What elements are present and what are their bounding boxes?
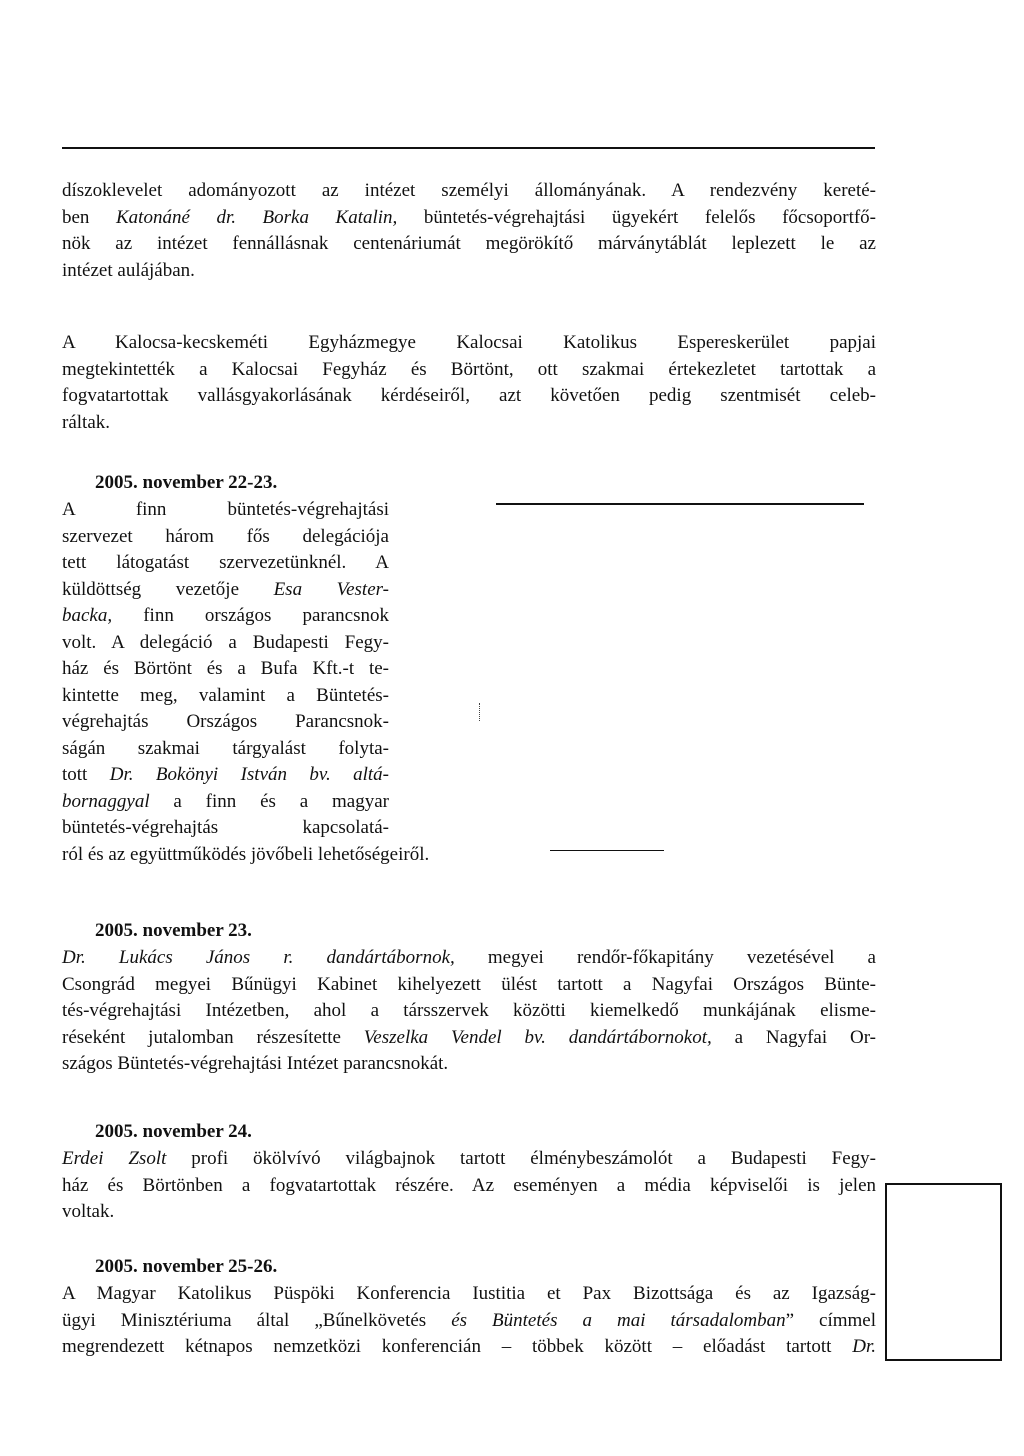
text-line bbox=[62, 231, 876, 258]
italic-name: Dr. Lukács János r. dandártábornok, bbox=[62, 947, 455, 968]
text-line bbox=[62, 524, 389, 551]
text-run: ráltak. bbox=[62, 411, 111, 433]
text-run: ház és Börtönben a fogvatartottak részére. Az eseményen a média képviselői is jelen bbox=[62, 1174, 876, 1196]
text-run: ügyi Minisztériuma által „Bűnelkövetés bbox=[62, 1309, 452, 1331]
text-line bbox=[62, 410, 876, 437]
text-run: tott bbox=[62, 764, 110, 785]
text-line bbox=[62, 497, 389, 524]
conference-paragraph bbox=[62, 1281, 876, 1361]
text-run: szervezet három fős delegációja bbox=[62, 525, 389, 547]
heading-nov-25-26: 2005. november 25-26. bbox=[95, 1256, 278, 1277]
text-line bbox=[62, 789, 389, 816]
text-line bbox=[62, 762, 389, 789]
intro-paragraph bbox=[62, 178, 876, 284]
text-run: kintette meg, valamint a Büntetés- bbox=[62, 684, 389, 706]
bishops-visit-paragraph bbox=[62, 330, 876, 436]
top-rule bbox=[62, 147, 875, 149]
text-run: tett látogatást szervezetünknél. A bbox=[62, 552, 389, 573]
text-line bbox=[62, 1146, 876, 1173]
text-run: a finn és a magyar bbox=[149, 790, 389, 812]
text-run: nök az intézet fennállásnak centenáriumát megörökítő márványtáblát leplezett le az bbox=[62, 233, 876, 254]
text-line bbox=[62, 1308, 876, 1335]
finnish-delegation-paragraph bbox=[62, 497, 430, 868]
text-line bbox=[62, 630, 389, 657]
heading-nov-24: 2005. november 24. bbox=[95, 1121, 252, 1142]
text-line bbox=[62, 972, 876, 999]
text-run: ról és az együttműködés jövőbeli lehetőségeiről. bbox=[62, 843, 430, 865]
text-line bbox=[62, 550, 389, 577]
text-run: voltak. bbox=[62, 1201, 115, 1222]
text-line bbox=[62, 945, 876, 972]
text-line bbox=[62, 205, 876, 232]
text-run: megyei rendőr-főkapitány vezetésével a bbox=[454, 947, 876, 968]
text-run: réseként jutalomban részesítette bbox=[62, 1026, 364, 1048]
heading-nov-22-23: 2005. november 22-23. bbox=[95, 472, 278, 493]
text-run: finn országos parancsnok bbox=[112, 605, 389, 626]
text-run: megtekintették a Kalocsai Fegyház és Börtönt, ott szakmai értekezletet tartottak a bbox=[62, 358, 876, 380]
text-run: tés-végrehajtási Intézetben, ahol a társszervek közötti kiemelkedő munkájának elisme- bbox=[62, 1000, 876, 1021]
text-run: ház és Börtönt és a Bufa Kft.-t te- bbox=[62, 658, 389, 679]
text-run: A Magyar Katolikus Püspöki Konferencia Iustitia et Pax Bizottsága és az Igazság- bbox=[62, 1283, 876, 1304]
italic-name: és Büntetés a mai társadalomban bbox=[451, 1309, 786, 1331]
text-run: profi ökölvívó világbajnok tartott élménybeszámolót a Budapesti Fegy- bbox=[166, 1148, 876, 1169]
text-line bbox=[62, 815, 389, 842]
text-run: volt. A delegáció a Budapesti Fegy- bbox=[62, 631, 389, 653]
text-run: díszoklevelet adományozott az intézet személyi állományának. A rendezvény kereté- bbox=[62, 180, 876, 201]
italic-name: Katonáné dr. Borka Katalin, bbox=[116, 206, 398, 228]
text-run: büntetés-végrehajtás kapcsolatá- bbox=[62, 817, 389, 838]
italic-name: backa, bbox=[62, 605, 113, 626]
text-run: A Kalocsa-kecskeméti Egyházmegye Kalocsai Katolikus Espereskerület papjai bbox=[62, 332, 876, 353]
italic-name: Dr. bbox=[852, 1336, 876, 1357]
text-line bbox=[62, 1334, 876, 1361]
text-line bbox=[62, 842, 430, 869]
text-line bbox=[62, 1025, 876, 1052]
text-run: ” címmel bbox=[785, 1309, 877, 1331]
side-frame-box bbox=[885, 1183, 1002, 1361]
text-line bbox=[62, 258, 876, 285]
text-run: büntetés-végrehajtási ügyekért felelős főcsoportfő- bbox=[397, 206, 876, 228]
photo-edge-mark bbox=[479, 703, 481, 721]
text-line bbox=[62, 1199, 876, 1226]
boxer-talk-paragraph bbox=[62, 1146, 876, 1226]
text-line bbox=[62, 998, 876, 1025]
italic-name: Dr. Bokönyi István bv. altá- bbox=[109, 764, 389, 785]
text-run: intézet aulájában. bbox=[62, 259, 195, 281]
text-line bbox=[62, 1051, 876, 1078]
text-line bbox=[62, 709, 389, 736]
heading-nov-23: 2005. november 23. bbox=[95, 920, 252, 941]
text-line bbox=[62, 1173, 876, 1200]
italic-name: Veszelka Vendel bv. dandártábornokot, bbox=[363, 1026, 712, 1048]
text-run: ben bbox=[62, 206, 116, 228]
text-run: ságán szakmai tárgyalást folyta- bbox=[62, 737, 389, 759]
text-line bbox=[62, 330, 876, 357]
text-line bbox=[62, 603, 389, 630]
photo-top-rule bbox=[496, 503, 864, 505]
text-run: szágos Büntetés-végrehajtási Intézet parancsnokát. bbox=[62, 1053, 449, 1074]
text-run: A finn büntetés-végrehajtási bbox=[62, 499, 389, 520]
text-run: megrendezett kétnapos nemzetközi konferencián – többek között – előadást tartott bbox=[62, 1336, 853, 1357]
text-run: végrehajtás Országos Parancsnok- bbox=[62, 711, 389, 732]
text-run: küldöttség vezetője bbox=[62, 578, 274, 600]
text-line bbox=[62, 178, 876, 205]
text-line bbox=[62, 357, 876, 384]
text-line bbox=[62, 577, 389, 604]
italic-name: bornaggyal bbox=[62, 790, 150, 812]
text-line bbox=[62, 1281, 876, 1308]
text-line bbox=[62, 656, 389, 683]
italic-name: Esa Vester- bbox=[273, 578, 389, 600]
italic-name: Erdei Zsolt bbox=[62, 1148, 167, 1169]
csongrad-cabinet-paragraph bbox=[62, 945, 876, 1078]
text-run: Csongrád megyei Bűnügyi Kabinet kihelyezett ülést tartott a Nagyfai Országos Bünte- bbox=[62, 973, 876, 995]
text-line bbox=[62, 683, 389, 710]
photo-bottom-rule bbox=[550, 850, 664, 851]
text-run: fogvatartottak vallásgyakorlásának kérdéseiről, azt követően pedig szentmisét celeb- bbox=[62, 385, 876, 406]
text-line bbox=[62, 383, 876, 410]
text-run: a Nagyfai Or- bbox=[711, 1026, 876, 1048]
text-line bbox=[62, 736, 389, 763]
